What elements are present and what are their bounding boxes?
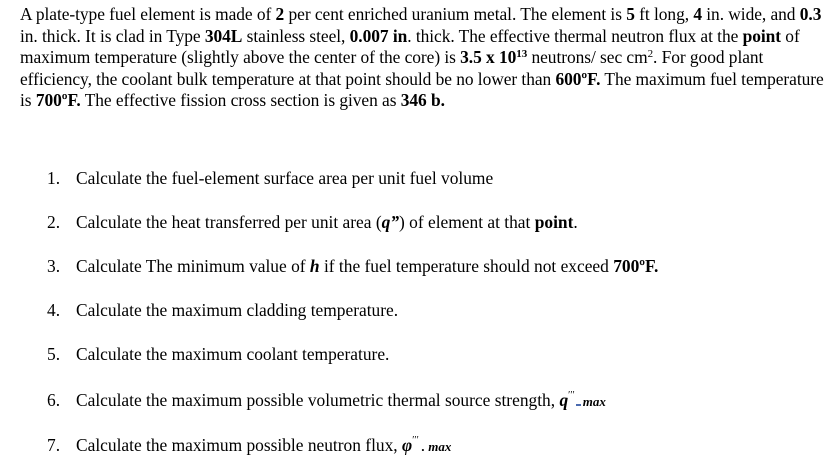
- text-run: A plate-type fuel element is made of: [20, 4, 276, 24]
- thickness-value: 0.3: [799, 4, 822, 24]
- heat-flux-symbol: q”: [381, 212, 400, 232]
- question-number: 2.: [47, 212, 61, 232]
- text-run: . thick. The effective thermal neutron flux at the: [407, 25, 743, 46]
- question-text: Calculate the maximum possible neutron flux,: [76, 435, 403, 455]
- question-text: .: [573, 212, 578, 232]
- text-run: in. thick. It is clad in Type: [20, 25, 205, 46]
- triple-prime: ′′′: [568, 390, 575, 401]
- source-strength-symbol: q: [559, 390, 569, 410]
- flux-value: [460, 47, 527, 67]
- question-text: ) of element at that: [399, 212, 535, 232]
- text-run: The maximum fuel temperature is: [20, 68, 824, 111]
- text-run: in. wide, and: [701, 4, 800, 24]
- temp-limit: 700ºF.: [613, 256, 659, 276]
- question-text: if the fuel temperature should not exceed: [319, 256, 614, 276]
- question-item-3: [47, 256, 658, 277]
- h-symbol: h: [309, 256, 320, 276]
- question-text: Calculate the maximum coolant temperature.: [76, 344, 390, 364]
- text-run: The effective fission cross section is given as: [80, 90, 401, 111]
- area-exponent: 2: [647, 48, 654, 61]
- question-text: Calculate the fuel-element surface area per unit fuel volume: [76, 168, 494, 188]
- question-number: 6.: [47, 390, 61, 410]
- question-number: 5.: [47, 344, 61, 364]
- underline-mark: [576, 400, 581, 406]
- point-word: point: [534, 212, 574, 232]
- question-number: 7.: [47, 435, 61, 455]
- text-run: of maximum temperature (slightly above the center of the core) is: [20, 25, 800, 68]
- question-item-2: [47, 212, 578, 233]
- triple-prime: ′′′: [412, 435, 419, 446]
- question-item-7: [47, 435, 451, 457]
- flux-exponent: 13: [516, 48, 528, 61]
- question-text: Calculate the maximum possible volumetric thermal source strength,: [76, 390, 560, 410]
- cross-section-value: 346 b.: [400, 90, 445, 111]
- question-number: 4.: [47, 300, 61, 320]
- text-run: ft long,: [634, 4, 694, 24]
- width-value: 4: [693, 4, 702, 24]
- flux-mantissa: 3.5 x 10: [460, 47, 517, 68]
- question-item-6: [47, 390, 606, 412]
- text-run: per cent enriched uranium metal. The element is: [284, 4, 627, 24]
- text-run: stainless steel,: [242, 25, 350, 46]
- question-text: Calculate the maximum cladding temperature.: [76, 300, 399, 320]
- flux-symbol: φ: [402, 435, 413, 455]
- text-run: neutrons/ sec cm: [527, 47, 648, 68]
- question-item-1: [47, 168, 493, 189]
- clad-thickness: 0.007 in: [349, 25, 408, 46]
- question-number: 1.: [47, 168, 61, 188]
- text-run: . For good plant efficiency, the coolant bulk temperature at that point should be no lower than: [20, 47, 764, 89]
- question-text: Calculate the heat transferred per unit area (: [76, 212, 382, 232]
- steel-type: 304L: [204, 25, 243, 46]
- question-item-4: [47, 300, 398, 321]
- length-value: 5: [626, 4, 635, 24]
- point-word: point: [742, 25, 781, 46]
- max-subscript: max: [582, 394, 606, 409]
- enrichment-value: 2: [275, 4, 285, 24]
- question-text: Calculate The minimum value of: [76, 256, 310, 276]
- problem-statement: [20, 4, 825, 112]
- coolant-temp-value: 600ºF.: [555, 68, 601, 89]
- question-number: 3.: [47, 256, 61, 276]
- question-item-5: [47, 344, 389, 365]
- max-subscript: . max: [421, 439, 452, 454]
- fuel-temp-value: 700ºF.: [35, 90, 81, 111]
